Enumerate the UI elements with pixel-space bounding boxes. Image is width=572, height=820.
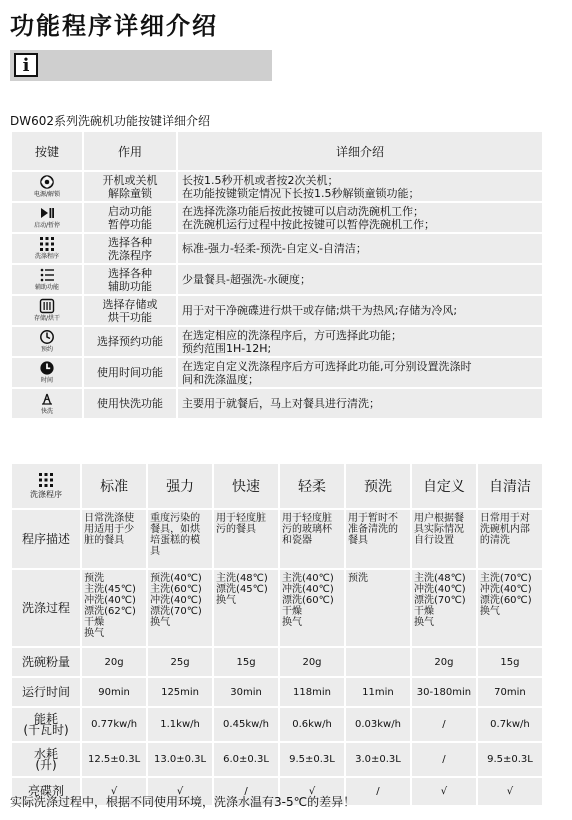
program-cell: 15g: [214, 648, 278, 676]
key-detail: 用于对干净碗碟进行烘干或存储;烘干为热风;存储为冷风;: [178, 296, 542, 325]
program-cell: √: [412, 778, 476, 805]
program-row: [12, 678, 542, 706]
program-row: [12, 708, 542, 741]
program-cell: 11min: [346, 678, 410, 706]
program-cell: 70min: [478, 678, 542, 706]
program-cell: [346, 648, 410, 676]
key-detail: 主要用于就餐后，马上对餐具进行清洗；: [178, 389, 542, 418]
program-cell: 25g: [148, 648, 212, 676]
program-cell: 日常用于对 洗碗机内部 的清洗: [478, 510, 542, 568]
key-function: 选择各种 辅助功能: [84, 265, 176, 294]
program-cell: √: [82, 778, 146, 805]
program-cell: 0.7kw/h: [478, 708, 542, 741]
program-grid-icon: [38, 472, 54, 488]
key-icon-cell: [12, 327, 82, 356]
program-cell: 用于轻度脏 污的餐具: [214, 510, 278, 568]
program-cell: 125min: [148, 678, 212, 706]
program-cell: 90min: [82, 678, 146, 706]
key-icon-label: 启动/暂停: [33, 222, 61, 229]
program-cell: 1.1kw/h: [148, 708, 212, 741]
key-icon-label: 洗涤程序: [34, 253, 59, 260]
program-cell: 0.77kw/h: [82, 708, 146, 741]
program-row: [12, 743, 542, 776]
info-banner: [10, 50, 272, 81]
key-detail: 长按1.5秒开机或者按2次关机； 在功能按键锁定情况下长按1.5秒解锁童锁功能；: [178, 172, 542, 201]
header-function: 作用: [84, 132, 176, 170]
play-pause-icon: [39, 205, 55, 221]
key-icon-cell: [12, 172, 82, 201]
keys-table: [10, 130, 544, 420]
key-icon-label: 预约: [40, 346, 53, 353]
program-cell: 日常洗涤使 用适用于少 脏的餐具: [82, 510, 146, 568]
program-cell: 用户根据餐 具实际情况 自行设置: [412, 510, 476, 568]
key-icon-label: 存储/烘干: [33, 315, 61, 322]
key-detail: 在选定自定义洗涤程序后方可选择此功能,可分别设置洗涤时 间和洗涤温度；: [178, 358, 542, 387]
key-icon-cell: [12, 358, 82, 387]
key-function: 选择预约功能: [84, 327, 176, 356]
key-row: [12, 358, 542, 387]
program-cell: √: [478, 778, 542, 805]
program-cell: √: [148, 778, 212, 805]
quick-wash-icon: [39, 391, 55, 407]
program-cell: 预洗 主洗(45℃) 冲洗(40℃) 漂洗(62℃) 干燥 换气: [82, 570, 146, 646]
program-cell: 20g: [412, 648, 476, 676]
program-cell: 9.5±0.3L: [280, 743, 344, 776]
program-cell: 118min: [280, 678, 344, 706]
corner-cell: [12, 464, 80, 508]
program-cell: 3.0±0.3L: [346, 743, 410, 776]
program-row: [12, 510, 542, 568]
key-detail: 在选择洗涤功能后按此按键可以启动洗碗机工作； 在洗碗机运行过程中按此按键可以暂停洗碗机工作；: [178, 203, 542, 232]
row-header: 水耗 (升): [12, 743, 80, 776]
program-cell: 预洗: [346, 570, 410, 646]
program-cell: 13.0±0.3L: [148, 743, 212, 776]
program-cell: 6.0±0.3L: [214, 743, 278, 776]
program-table: [10, 462, 544, 807]
row-header: 洗涤过程: [12, 570, 80, 646]
power-lock-icon: [39, 174, 55, 190]
key-icon-label: 电源/解锁: [33, 191, 61, 198]
program-cell: /: [214, 778, 278, 805]
program-header: 轻柔: [280, 464, 344, 508]
key-icon-cell: [12, 265, 82, 294]
key-row: [12, 327, 542, 356]
info-icon: i: [14, 53, 38, 77]
time-clock-icon: [39, 360, 55, 376]
program-cell: 15g: [478, 648, 542, 676]
row-header: 洗碗粉量: [12, 648, 80, 676]
key-icon-label: 快洗: [40, 408, 53, 415]
program-row: [12, 570, 542, 646]
storage-dry-icon: [39, 298, 55, 314]
program-cell: 9.5±0.3L: [478, 743, 542, 776]
program-cell: 20g: [280, 648, 344, 676]
program-cell: 30min: [214, 678, 278, 706]
page-title: 功能程序详细介绍: [10, 12, 218, 40]
key-detail: 标准-强力-轻柔-预洗-自定义-自清洁；: [178, 234, 542, 263]
key-icon-cell: [12, 234, 82, 263]
key-icon-cell: [12, 203, 82, 232]
program-header: 强力: [148, 464, 212, 508]
key-row: [12, 389, 542, 418]
program-cell: 30-180min: [412, 678, 476, 706]
program-cell: /: [346, 778, 410, 805]
footer-note: 实际洗涤过程中，根据不同使用环境，洗涤水温有3-5℃的差异！: [10, 795, 356, 809]
key-detail: 在选定相应的洗涤程序后，方可选择此功能； 预约范围1H-12H;: [178, 327, 542, 356]
key-icon-label: 时间: [40, 377, 53, 384]
options-list-icon: [39, 267, 55, 283]
keys-table-header: [12, 132, 542, 170]
key-detail: 少量餐具-超强洗-水硬度；: [178, 265, 542, 294]
program-cell: 预洗(40℃) 主洗(60℃) 冲洗(40℃) 漂洗(70℃) 换气: [148, 570, 212, 646]
program-cell: 用于轻度脏 污的玻璃杯 和瓷器: [280, 510, 344, 568]
program-cell: 主洗(48℃) 冲洗(40℃) 漂洗(70℃) 干燥 换气: [412, 570, 476, 646]
key-icon-cell: [12, 389, 82, 418]
program-header: 自清洁: [478, 464, 542, 508]
key-function: 选择存储或 烘干功能: [84, 296, 176, 325]
program-row: [12, 648, 542, 676]
row-header: 亮碟剂: [12, 778, 80, 805]
key-function: 使用快洗功能: [84, 389, 176, 418]
row-header: 运行时间: [12, 678, 80, 706]
program-cell: 主洗(70℃) 冲洗(40℃) 漂洗(60℃) 换气: [478, 570, 542, 646]
program-cell: /: [412, 708, 476, 741]
header-key: 按键: [12, 132, 82, 170]
program-cell: 0.03kw/h: [346, 708, 410, 741]
key-function: 选择各种 洗涤程序: [84, 234, 176, 263]
header-detail: 详细介绍: [178, 132, 542, 170]
key-row: [12, 296, 542, 325]
program-header: 预洗: [346, 464, 410, 508]
program-header: 自定义: [412, 464, 476, 508]
program-cell: 主洗(40℃) 冲洗(40℃) 漂洗(60℃) 干燥 换气: [280, 570, 344, 646]
program-cell: 12.5±0.3L: [82, 743, 146, 776]
key-icon-cell: [12, 296, 82, 325]
key-icon-label: 辅助功能: [34, 284, 59, 291]
row-header: 程序描述: [12, 510, 80, 568]
key-row: [12, 203, 542, 232]
key-row: [12, 172, 542, 201]
key-function: 开机或关机 解除童锁: [84, 172, 176, 201]
corner-label: 洗涤程序: [30, 490, 63, 499]
program-header: 快速: [214, 464, 278, 508]
program-header: 标准: [82, 464, 146, 508]
key-function: 启动功能 暂停功能: [84, 203, 176, 232]
key-row: [12, 234, 542, 263]
key-function: 使用时间功能: [84, 358, 176, 387]
program-cell: 20g: [82, 648, 146, 676]
key-row: [12, 265, 542, 294]
program-cell: 主洗(48℃) 漂洗(45℃) 换气: [214, 570, 278, 646]
program-cell: 重度污染的 餐具，如烘 培蛋糕的模 具: [148, 510, 212, 568]
program-cell: 用于暂时不 准备清洗的 餐具: [346, 510, 410, 568]
row-header: 能耗 (千瓦时): [12, 708, 80, 741]
program-table-header: [12, 464, 542, 508]
keys-table-caption: DW602系列洗碗机功能按键详细介绍: [10, 114, 211, 128]
delay-clock-icon: [39, 329, 55, 345]
program-cell: 0.6kw/h: [280, 708, 344, 741]
program-cell: 0.45kw/h: [214, 708, 278, 741]
program-cell: √: [280, 778, 344, 805]
program-cell: /: [412, 743, 476, 776]
program-grid-icon: [39, 236, 55, 252]
